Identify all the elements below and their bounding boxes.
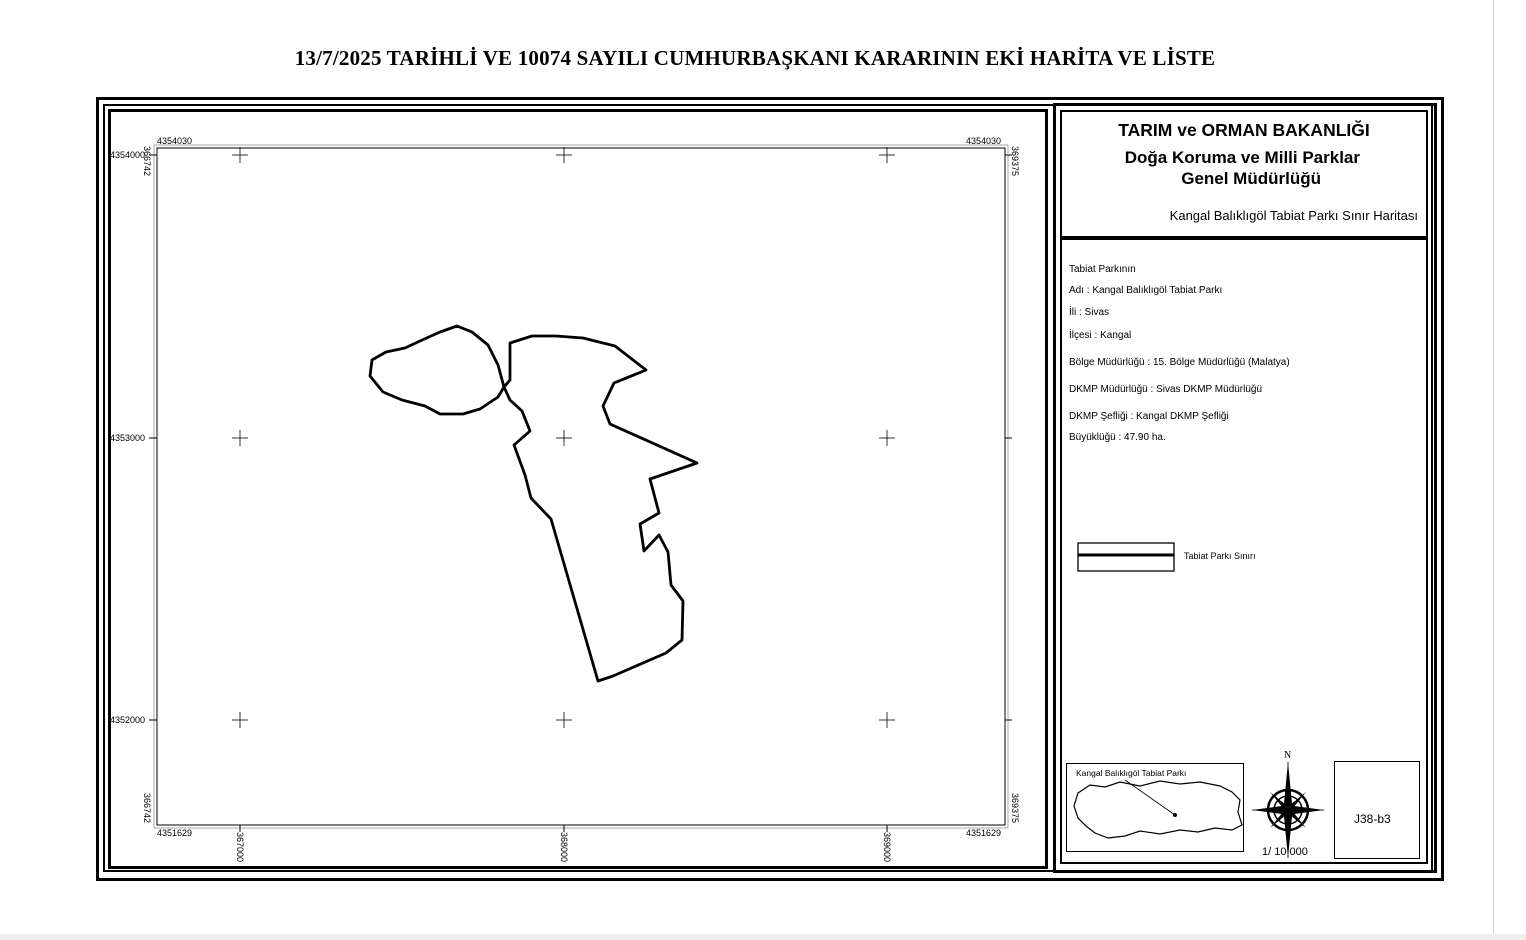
map-name: Kangal Balıklıgöl Tabiat Parkı Sınır Haritası [1169, 208, 1418, 223]
info-province: İli : Sivas [1069, 307, 1110, 318]
grid-cross [879, 147, 895, 163]
grid-cross [232, 430, 248, 446]
info-size: Büyüklüğü : 47.90 ha. [1069, 432, 1166, 443]
directorate-line2: Genel Müdürlüğü [1181, 169, 1321, 188]
info-heading: Tabiat Parkının [1069, 264, 1136, 275]
coord-bottom-right: 4351629 [966, 828, 1002, 838]
easting-label: 368000 [559, 832, 569, 863]
info-regional: Bölge Müdürlüğü : 15. Bölge Müdürlüğü (Malatya) [1069, 357, 1290, 368]
northing-label: 4352000 [110, 715, 146, 725]
northing-label: 4354000 [110, 150, 146, 160]
north-letter: N [1284, 750, 1292, 761]
document-title: 13/7/2025 TARİHLİ VE 10074 SAYILI CUMHURBAŞKANI KARARININ EKİ HARİTA VE LİSTE [294, 46, 1216, 70]
grid-cross [879, 712, 895, 728]
coord-right-top-vertical: 369375 [1010, 146, 1020, 177]
easting-label: 369000 [882, 832, 892, 863]
map-neatline [157, 148, 1005, 825]
easting-label: 367000 [235, 832, 245, 863]
map-neatline-outer [154, 145, 1008, 828]
coord-top-left: 4354030 [157, 136, 193, 146]
grid-cross [556, 712, 572, 728]
coord-left-top-vertical: 366742 [142, 146, 152, 177]
edge-ticks [149, 155, 1012, 832]
scale-label: 1/ 10 000 [1262, 846, 1308, 858]
info-dkmp-chief: DKMP Şefliği : Kangal DKMP Şefliği [1069, 411, 1229, 422]
directorate-line1: Doğa Koruma ve Milli Parklar [1124, 148, 1360, 167]
info-district: İlçesi : Kangal [1069, 330, 1132, 341]
coord-left-bottom-vertical: 366742 [142, 793, 152, 824]
northing-label: 4353000 [110, 433, 146, 443]
info-name: Adı : Kangal Balıklıgöl Tabiat Parkı [1069, 285, 1223, 296]
grid-cross [556, 430, 572, 446]
ministry-title: TARIM ve ORMAN BAKANLIĞI [1118, 120, 1370, 140]
legend-label: Tabiat Parkı Sınırı [1184, 551, 1256, 561]
grid-cross [232, 712, 248, 728]
grid-cross [232, 147, 248, 163]
grid-crosses [232, 147, 895, 728]
coord-bottom-left: 4351629 [157, 828, 193, 838]
sheet-label: J38-b3 [1354, 812, 1391, 826]
sheet-index-frame [1334, 761, 1420, 859]
grid-cross [556, 147, 572, 163]
grid-cross [879, 430, 895, 446]
park-boundary [370, 326, 697, 681]
info-dkmp-directorate: DKMP Müdürlüğü : Sivas DKMP Müdürlüğü [1069, 384, 1263, 395]
locator-label: Kangal Balıklıgöl Tabiat Parkı [1076, 768, 1187, 778]
coord-right-bottom-vertical: 369375 [1010, 793, 1020, 824]
coord-top-right: 4354030 [966, 136, 1002, 146]
